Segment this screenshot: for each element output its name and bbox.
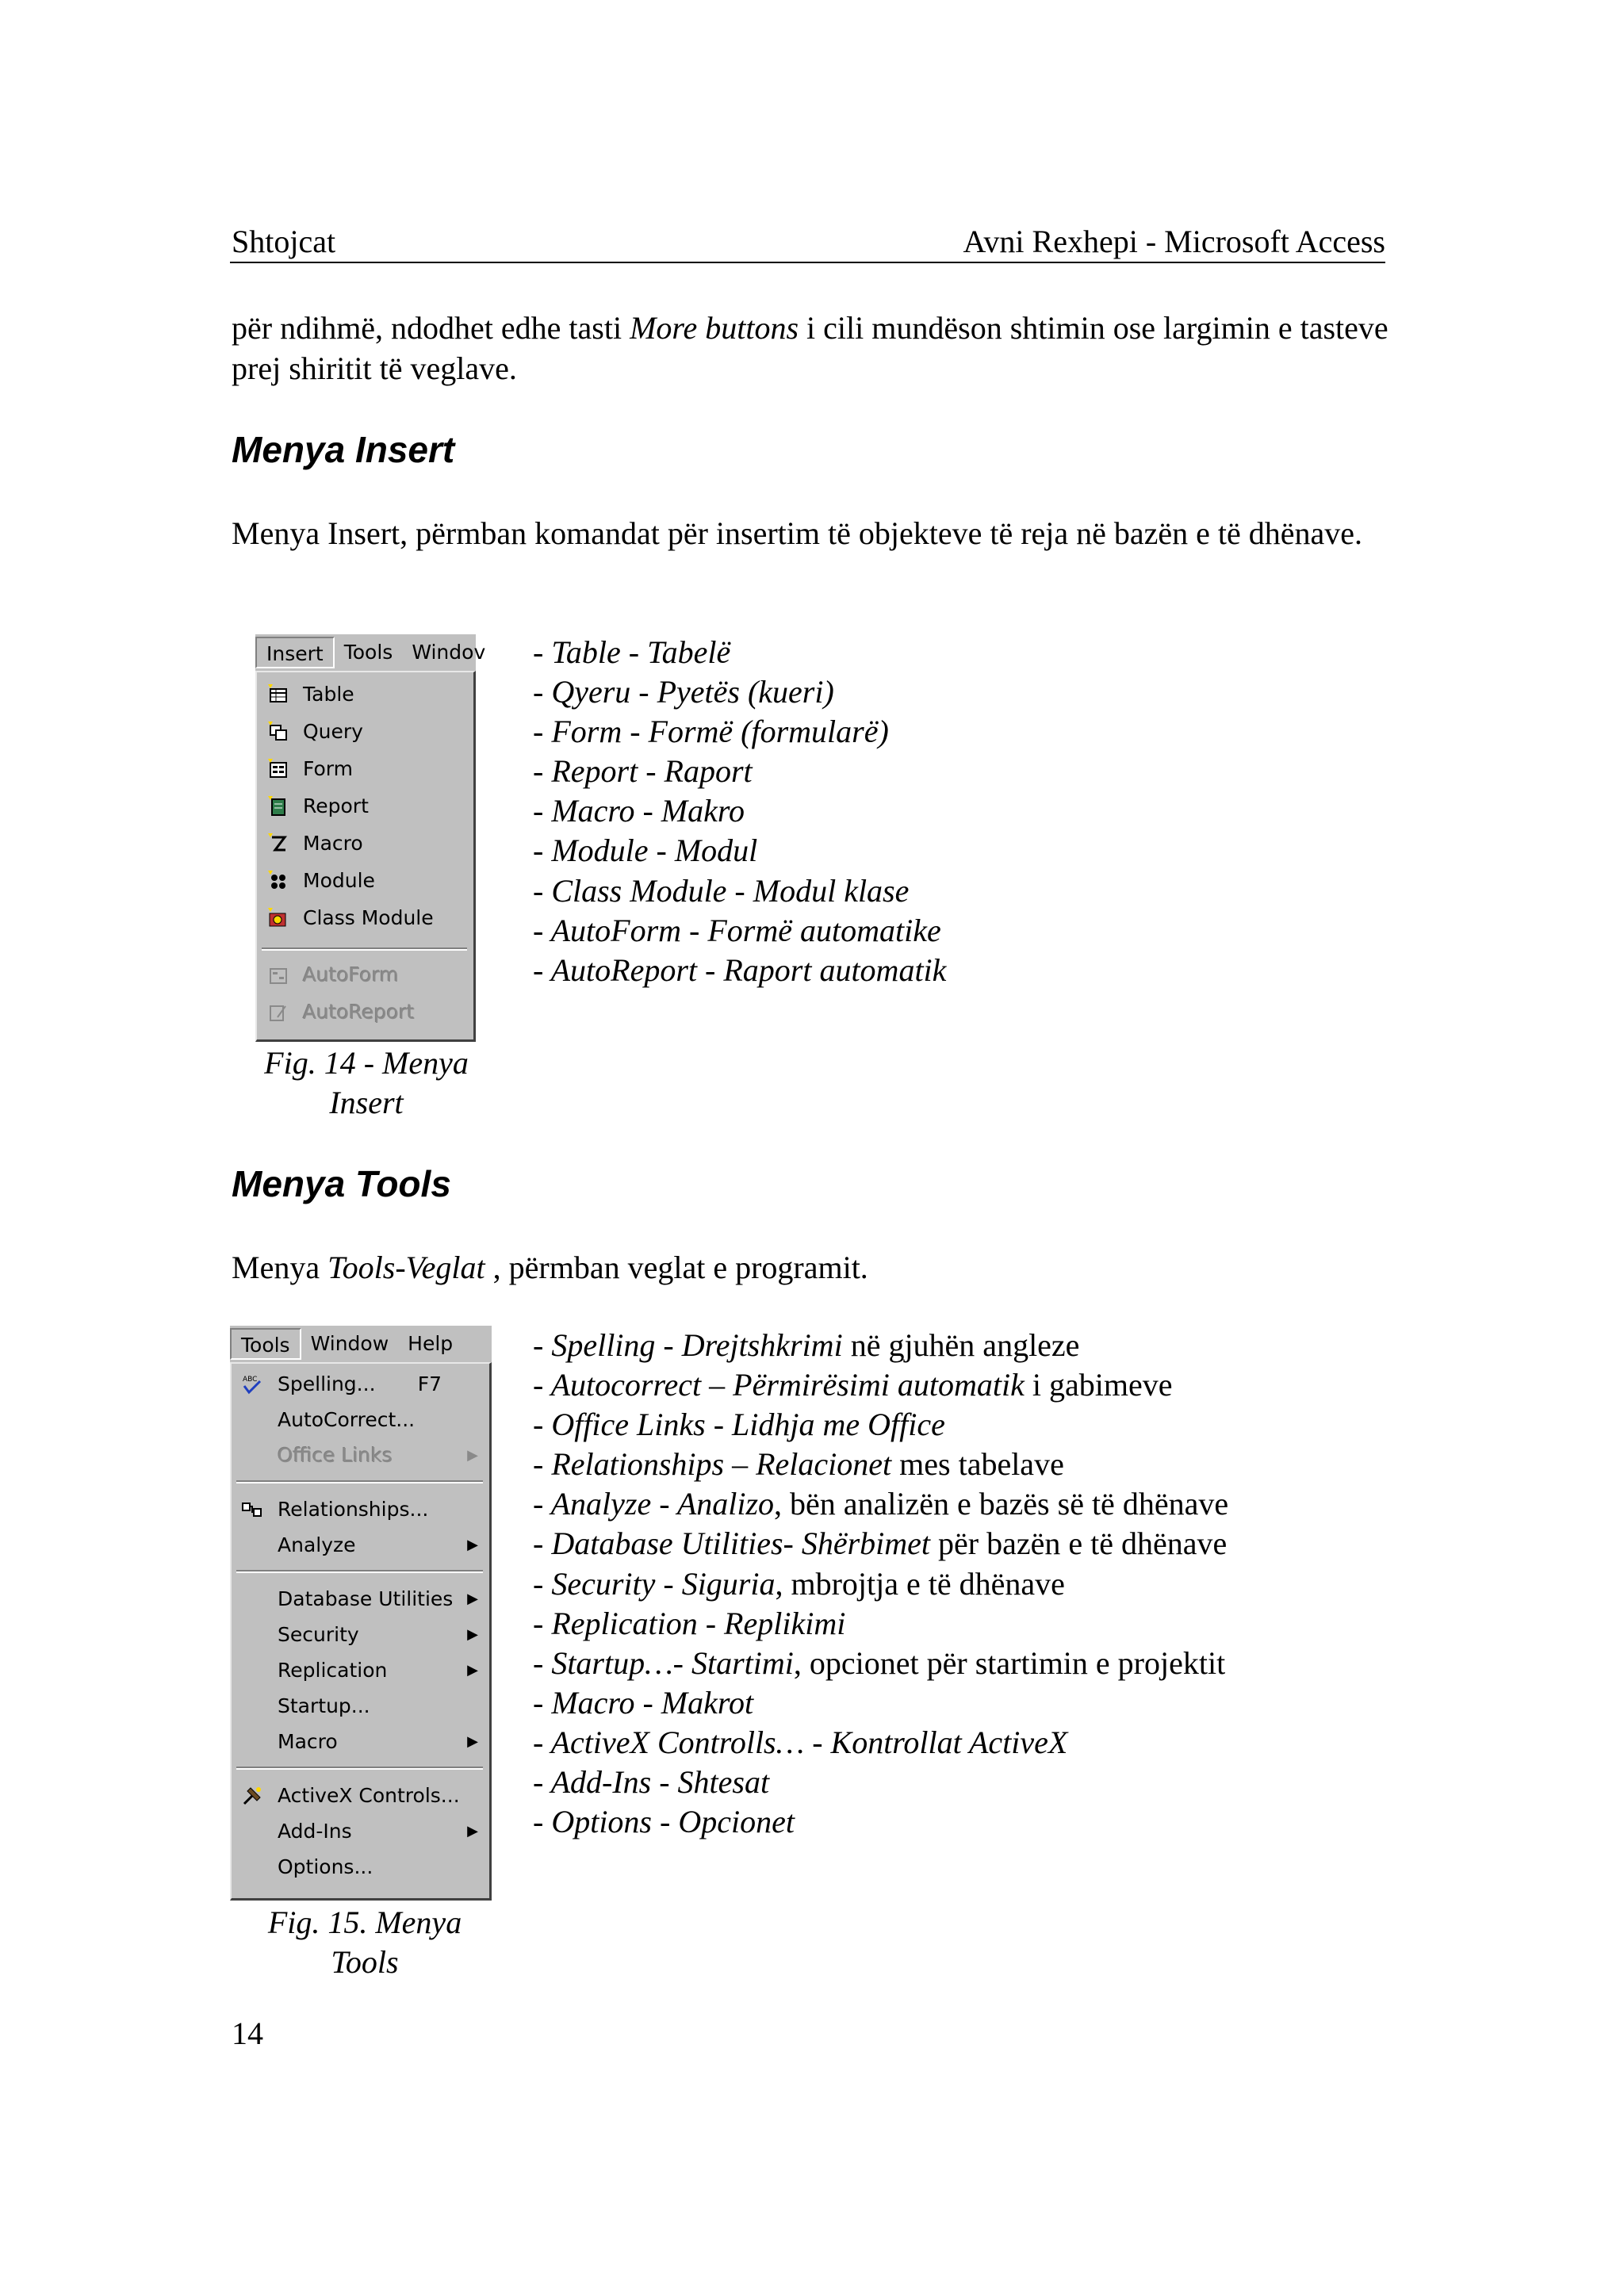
menu-item-label: Add-Ins xyxy=(278,1820,352,1843)
figure-14-caption xyxy=(247,1043,485,1123)
menu-separator xyxy=(262,947,467,951)
macro-icon xyxy=(266,833,289,855)
intro-italic: More buttons xyxy=(630,310,799,346)
intro-paragraph xyxy=(232,308,1389,389)
menu-separator xyxy=(236,1767,483,1770)
caption-line: Tools xyxy=(331,1944,399,1980)
menu-item-label: Module xyxy=(303,869,375,892)
submenu-arrow-icon: ▶ xyxy=(467,1447,478,1464)
menubar-insert[interactable]: Insert xyxy=(255,637,335,668)
menu-item-label: AutoForm xyxy=(303,963,400,986)
list-item xyxy=(533,1723,1228,1763)
list-item-normal: , opcionet për startimin e projektit xyxy=(793,1644,1226,1681)
list-item-italic: - Analyze - Analizo xyxy=(533,1486,775,1522)
list-item: - Class Module - Modul klase xyxy=(533,872,910,909)
list-item xyxy=(533,1524,1228,1564)
autoreport-icon xyxy=(266,1001,289,1024)
menu-item-shortcut: F7 xyxy=(417,1372,442,1395)
list-item xyxy=(533,1365,1228,1405)
tools-desc-text-1: Menya xyxy=(232,1250,328,1285)
tools-menubar xyxy=(230,1326,492,1362)
menu-item-label: Analyze xyxy=(278,1533,356,1556)
figure-15-caption xyxy=(238,1903,492,1982)
tools-desc-text-2: , përmban veglat e programit. xyxy=(485,1250,868,1285)
menu-item-label: Options... xyxy=(278,1855,373,1878)
submenu-arrow-icon: ▶ xyxy=(467,1591,478,1607)
list-item xyxy=(533,1683,1228,1723)
menu-item-autoform xyxy=(257,958,473,993)
list-item: - AutoReport - Raport automatik xyxy=(533,951,947,988)
submenu-arrow-icon: ▶ xyxy=(467,1537,478,1553)
menu-item-label: Class Module xyxy=(303,906,434,929)
menu-item-database-utilities[interactable] xyxy=(232,1582,489,1617)
menu-item-macro[interactable] xyxy=(257,826,473,861)
list-item-normal: i gabimeve xyxy=(1024,1367,1173,1403)
list-item-italic: - Security - Siguria xyxy=(533,1565,776,1602)
caption-line: Insert xyxy=(329,1085,404,1120)
list-item xyxy=(533,1644,1228,1683)
menu-item-relationships[interactable] xyxy=(232,1492,489,1527)
submenu-arrow-icon: ▶ xyxy=(467,1733,478,1750)
menu-item-label: Macro xyxy=(278,1730,338,1753)
table-icon xyxy=(266,683,289,706)
menu-item-label: Table xyxy=(303,683,354,706)
menu-item-label: Startup... xyxy=(278,1694,370,1717)
tools-description xyxy=(232,1247,1389,1288)
menu-item-label: Replication xyxy=(278,1659,388,1682)
list-item: - Table - Tabelë xyxy=(533,634,731,670)
menu-item-label: Macro xyxy=(303,832,363,855)
list-item: - Report - Raport xyxy=(533,753,753,790)
class-module-icon xyxy=(266,907,289,929)
intro-text-1: për ndihmë, ndodhet edhe tasti xyxy=(232,310,630,346)
query-icon xyxy=(266,721,289,743)
menu-item-label: Query xyxy=(303,720,363,743)
menu-item-class-module[interactable] xyxy=(257,901,473,936)
activex-icon xyxy=(241,1785,263,1807)
list-item-italic: - Options - Opcionet xyxy=(533,1804,795,1840)
menu-item-macro[interactable] xyxy=(232,1725,489,1759)
insert-dropdown xyxy=(255,671,476,1042)
list-item-italic: - Macro - Makrot xyxy=(533,1684,754,1721)
menubar-tools[interactable]: Tools xyxy=(230,1328,301,1360)
list-item-italic: - Autocorrect – Përmirësimi automatik xyxy=(533,1367,1025,1403)
list-item xyxy=(533,1564,1228,1604)
menu-item-label: AutoReport xyxy=(303,1001,415,1024)
menu-item-autoreport xyxy=(257,995,473,1030)
menu-item-spelling[interactable] xyxy=(232,1367,489,1402)
intro-text-2: i cili mundëson shtimin ose largimin e tasteve prej shiritit të veglave. xyxy=(232,310,1388,386)
submenu-arrow-icon: ▶ xyxy=(467,1823,478,1839)
list-item-normal: , mbrojtja e të dhënave xyxy=(775,1565,1065,1602)
caption-line: Fig. 14 - Menya xyxy=(264,1045,469,1081)
submenu-arrow-icon: ▶ xyxy=(467,1626,478,1643)
menu-item-query[interactable] xyxy=(257,714,473,749)
menu-item-startup[interactable] xyxy=(232,1689,489,1724)
heading-menya-insert: Menya Insert xyxy=(232,429,455,470)
list-item-italic: - Database Utilities- Shërbimet xyxy=(533,1525,931,1562)
tools-menu-screenshot xyxy=(230,1326,492,1901)
list-item-italic: - Add-Ins - Shtesat xyxy=(533,1764,770,1801)
menu-item-label: Office Links xyxy=(278,1444,393,1467)
list-item-normal: në gjuhën angleze xyxy=(842,1327,1080,1363)
list-item xyxy=(533,1763,1228,1802)
menu-item-autocorrect[interactable] xyxy=(232,1403,489,1437)
submenu-arrow-icon: ▶ xyxy=(467,1662,478,1679)
menu-item-label: Form xyxy=(303,757,353,780)
list-item xyxy=(533,1484,1228,1524)
menubar-window[interactable]: Window xyxy=(310,1332,389,1355)
list-item: - Module - Modul xyxy=(533,833,758,869)
menu-item-form[interactable] xyxy=(257,752,473,787)
menu-item-options[interactable] xyxy=(232,1850,489,1885)
autoform-icon xyxy=(266,964,289,986)
tools-desc-italic: Tools-Veglat xyxy=(327,1250,485,1285)
menu-item-replication[interactable] xyxy=(232,1653,489,1688)
running-header-right: Avni Rexhepi - Microsoft Access xyxy=(963,224,1385,259)
page-number: 14 xyxy=(232,2015,263,2051)
menu-item-add-ins[interactable] xyxy=(232,1814,489,1849)
menu-item-label: Database Utilities xyxy=(278,1587,454,1610)
list-item xyxy=(533,1445,1228,1484)
insert-items-list xyxy=(533,633,946,990)
list-item: - Form - Formë (formularë) xyxy=(533,714,889,750)
menubar-window[interactable]: Windov xyxy=(412,641,486,664)
menu-item-module[interactable] xyxy=(257,863,473,898)
list-item-italic: - ActiveX Controlls… - Kontrollat ActiveX xyxy=(533,1724,1068,1760)
list-item xyxy=(533,1604,1228,1644)
menu-item-activex-controls[interactable] xyxy=(232,1778,489,1813)
menu-item-office-links xyxy=(232,1438,489,1473)
menu-item-label: AutoCorrect... xyxy=(278,1408,416,1431)
menu-item-label: ActiveX Controls... xyxy=(278,1784,460,1807)
list-item xyxy=(533,1326,1228,1365)
menu-item-security[interactable] xyxy=(232,1617,489,1652)
insert-menu-screenshot xyxy=(255,634,486,1042)
report-icon xyxy=(266,795,289,817)
list-item: - Macro - Makro xyxy=(533,793,745,829)
menu-separator xyxy=(236,1480,483,1483)
list-item: - Qyeru - Pyetës (kueri) xyxy=(533,674,834,710)
caption-line: Fig. 15. Menya xyxy=(267,1904,462,1940)
menubar-help[interactable]: Help xyxy=(408,1332,454,1355)
menu-separator xyxy=(236,1570,483,1573)
svg-text:ABC: ABC xyxy=(243,1376,258,1384)
menu-item-label: Spelling... xyxy=(278,1372,376,1395)
tools-dropdown xyxy=(230,1362,492,1901)
running-header-left: Shtojcat xyxy=(232,224,336,259)
insert-description: Menya Insert, përmban komandat për insertim të objekteve të reja në bazën e të dhënave. xyxy=(232,515,1363,551)
menu-item-table[interactable] xyxy=(257,677,473,712)
menu-item-analyze[interactable] xyxy=(232,1528,489,1563)
list-item-normal: mes tabelave xyxy=(891,1446,1064,1483)
list-item xyxy=(533,1405,1228,1445)
heading-menya-tools: Menya Tools xyxy=(232,1163,451,1204)
spelling-icon xyxy=(241,1373,263,1395)
list-item-italic: - Relationships – Relacionet xyxy=(533,1446,892,1483)
module-icon xyxy=(266,870,289,892)
menubar-tools[interactable]: Tools xyxy=(343,641,393,664)
list-item-italic: - Replication - Replikimi xyxy=(533,1605,846,1641)
menu-item-label: Security xyxy=(278,1623,359,1646)
list-item-italic: - Startup…- Startimi xyxy=(533,1644,794,1681)
list-item-italic: - Spelling - Drejtshkrimi xyxy=(533,1327,843,1363)
menu-item-label: Report xyxy=(303,794,369,817)
header-rule xyxy=(230,262,1385,263)
form-icon xyxy=(266,758,289,780)
list-item-normal: , bën analizën e bazës së të dhënave xyxy=(774,1486,1229,1522)
list-item-italic: - Office Links - Lidhja me Office xyxy=(533,1407,945,1443)
list-item xyxy=(533,1802,1228,1842)
menu-item-label: Relationships... xyxy=(278,1498,429,1521)
menu-item-report[interactable] xyxy=(257,789,473,824)
list-item-normal: për bazën e të dhënave xyxy=(930,1525,1228,1562)
insert-menubar xyxy=(255,634,486,671)
list-item: - AutoForm - Formë automatike xyxy=(533,912,941,948)
tools-items-list xyxy=(533,1326,1228,1842)
relationships-icon xyxy=(241,1499,263,1521)
